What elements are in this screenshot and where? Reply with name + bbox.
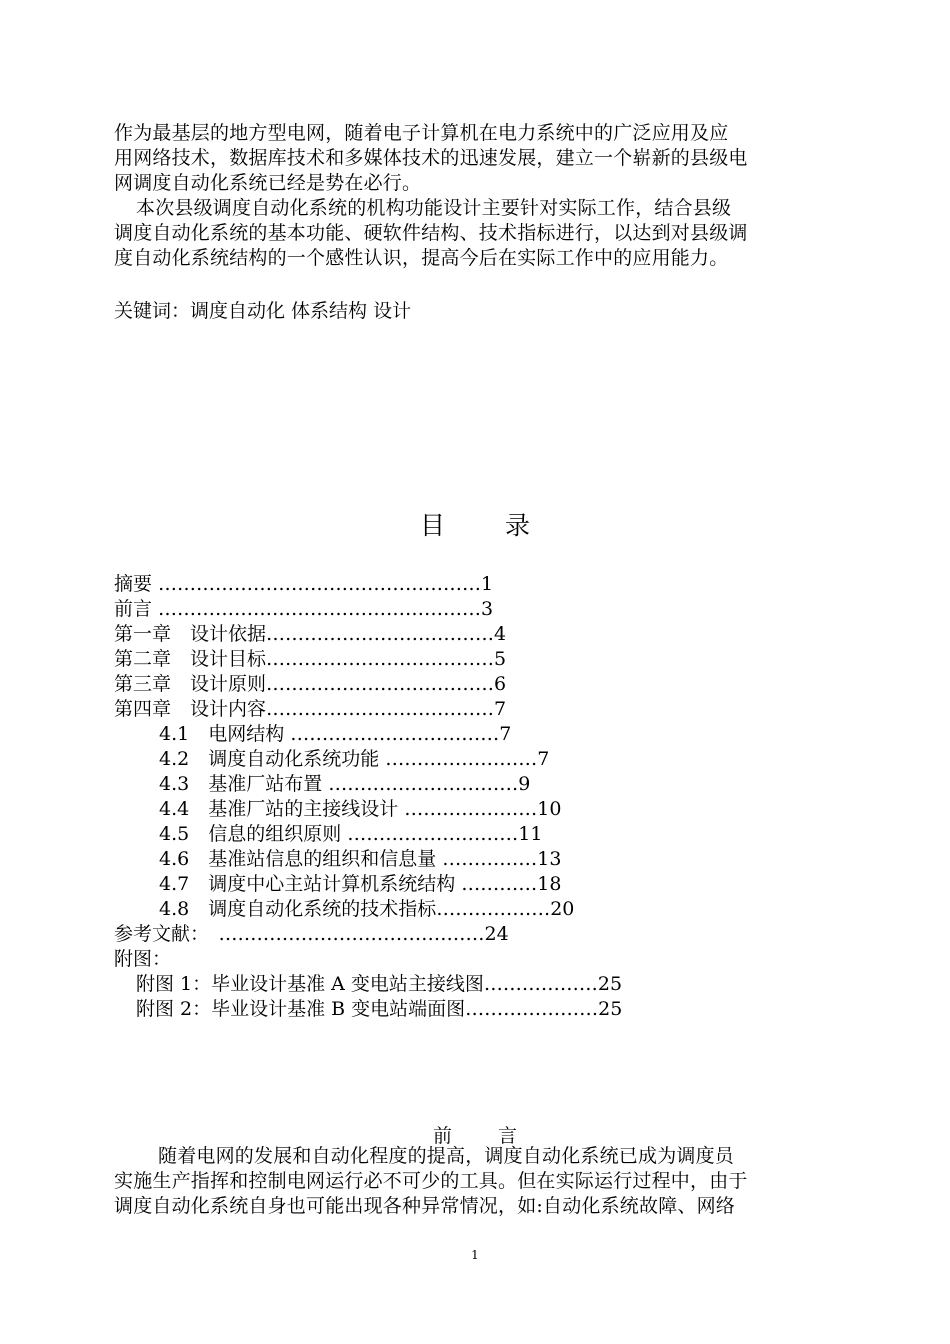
toc-entry-4-7[interactable]: 4.7 调度中心主站计算机系统结构 …………18 — [159, 873, 562, 895]
preface-line: 随着电网的发展和自动化程度的提高，调度自动化系统已成为调度员 — [158, 1145, 735, 1167]
abstract-line: 调度自动化系统的基本功能、硬软件结构、技术指标进行，以达到对县级调 — [114, 222, 748, 244]
toc-entry-appendix: 附图： — [114, 948, 172, 970]
abstract-line: 作为最基层的地方型电网，随着电子计算机在电力系统中的广泛应用及应 — [114, 122, 729, 144]
toc-entry-figure-2[interactable]: 附图 2：毕业设计基准 B 变电站端面图…………………25 — [136, 998, 623, 1020]
toc-entry-4-6[interactable]: 4.6 基准站信息的组织和信息量 ……………13 — [159, 848, 562, 870]
preface-line: 调度自动化系统自身也可能出现各种异常情况，如:自动化系统故障、网络 — [114, 1195, 736, 1217]
abstract-line: 度自动化系统结构的一个感性认识，提高今后在实际工作中的应用能力。 — [114, 247, 729, 269]
keywords-line: 关键词：调度自动化 体系结构 设计 — [114, 300, 412, 322]
page-number: 1 — [471, 1248, 479, 1262]
toc-entry-4-8[interactable]: 4.8 调度自动化系统的技术指标………………20 — [159, 898, 575, 920]
toc-entry-4-5[interactable]: 4.5 信息的组织原则 ………………………11 — [159, 823, 543, 845]
toc-entry-chapter-1[interactable]: 第一章 设计依据………………………………4 — [114, 623, 507, 645]
toc-entry-references[interactable]: 参考文献： ……………………………………24 — [114, 923, 509, 945]
preface-title: 前言 — [432, 1125, 563, 1147]
toc-entry-preface[interactable]: 前言 ……………………………………………3 — [114, 598, 494, 620]
abstract-line: 用网络技术，数据库技术和多媒体技术的迅速发展，建立一个崭新的县级电 — [114, 147, 748, 169]
toc-entry-4-3[interactable]: 4.3 基准厂站布置 …………………………9 — [159, 773, 531, 795]
abstract-body — [114, 121, 838, 271]
abstract-line: 网调度自动化系统已经是势在必行。 — [114, 172, 422, 194]
abstract-line: 本次县级调度自动化系统的机构功能设计主要针对实际工作，结合县级 — [136, 197, 732, 219]
toc-title: 目录 — [419, 511, 590, 540]
table-of-contents — [114, 572, 622, 1022]
toc-entry-4-4[interactable]: 4.4 基准厂站的主接线设计 …………………10 — [159, 798, 562, 820]
toc-entry-4-2[interactable]: 4.2 调度自动化系统功能 ……………………7 — [159, 748, 550, 770]
preface-body — [114, 1144, 838, 1219]
toc-entry-figure-1[interactable]: 附图 1：毕业设计基准 A 变电站主接线图………………25 — [136, 973, 623, 995]
preface-line: 实施生产指挥和控制电网运行必不可少的工具。但在实际运行过程中，由于 — [114, 1170, 748, 1192]
toc-entry-chapter-4[interactable]: 第四章 设计内容………………………………7 — [114, 698, 507, 720]
toc-entry-chapter-2[interactable]: 第二章 设计目标………………………………5 — [114, 648, 507, 670]
toc-entry-chapter-3[interactable]: 第三章 设计原则………………………………6 — [114, 673, 507, 695]
toc-entry-4-1[interactable]: 4.1 电网结构 ……………………………7 — [159, 723, 512, 745]
toc-entry-abstract[interactable]: 摘要 ……………………………………………1 — [114, 573, 494, 595]
